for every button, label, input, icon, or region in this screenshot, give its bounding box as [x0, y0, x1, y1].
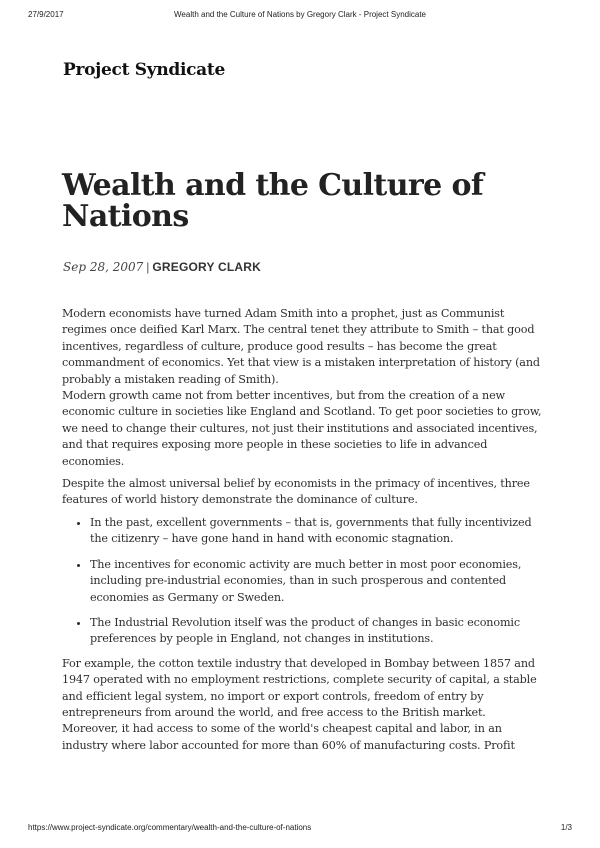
print-url[interactable]: https://www.project-syndicate.org/commentary/wealth-and-the-culture-of-nations — [28, 823, 312, 832]
paragraph: Modern growth came not from better incentives, but from the creation of a new economic culture in societies like England and Scotland. To get poor societies to grow, we need to change their cultures, not just their institutions and associated incentives, and that requires exposing more people in these societies to life in advanced economies. — [62, 389, 542, 468]
site-logo[interactable]: Project Syndicate — [63, 60, 225, 80]
list-item: • The Industrial Revolution itself was the product of changes in basic economic preferences by people in England, not changes in institutions. — [90, 615, 542, 648]
paragraph: For example, the cotton textile industry that developed in Bombay between 1857 and 1947 operated with no employment restrictions, complete security of capital, a stable and efficient legal system, no import or export controls, freedom of entry by entrepreneurs from around the world, and free access to the British market. Moreover, it had access to some of the world's cheapest capital and labor, in an industry where labor accounted for more than 60% of manufacturing costs. Profit — [62, 656, 537, 752]
print-doc-title: Wealth and the Culture of Nations by Gregory Clark - Project Syndicate — [174, 10, 426, 19]
list-item: • The incentives for economic activity are much better in most poor economies, including pre-industrial economies, than in such prosperous and contented economies as Germany or Sweden. — [90, 557, 542, 606]
article-body — [62, 306, 542, 760]
bullet-list — [62, 515, 542, 648]
print-header — [28, 10, 572, 22]
print-date: 27/9/2017 — [28, 10, 64, 19]
page-number: 1/3 — [560, 823, 572, 832]
author-link[interactable]: GREGORY CLARK — [152, 260, 261, 274]
byline — [63, 260, 261, 274]
article-title: Wealth and the Culture of Nations — [62, 168, 484, 234]
paragraph: Despite the almost universal belief by economists in the primacy of incentives, three features of world history demonstrate the dominance of culture. — [62, 477, 530, 507]
article-date: Sep 28, 2007 — [63, 260, 144, 274]
print-footer — [28, 823, 572, 835]
list-item: • In the past, excellent governments – that is, governments that fully incentivized the citizenry – have gone hand in hand with economic stagnation. — [90, 515, 542, 548]
byline-separator: | — [146, 260, 150, 274]
paragraph: Modern economists have turned Adam Smith into a prophet, just as Communist regimes once deified Karl Marx. The central tenet they attribute to Smith – that good incentives, regardless of culture, produce good results – has become the great commandment of economics. Yet that view is a mistaken interpretation of history (and probably a mistaken reading of Smith). — [62, 307, 540, 386]
